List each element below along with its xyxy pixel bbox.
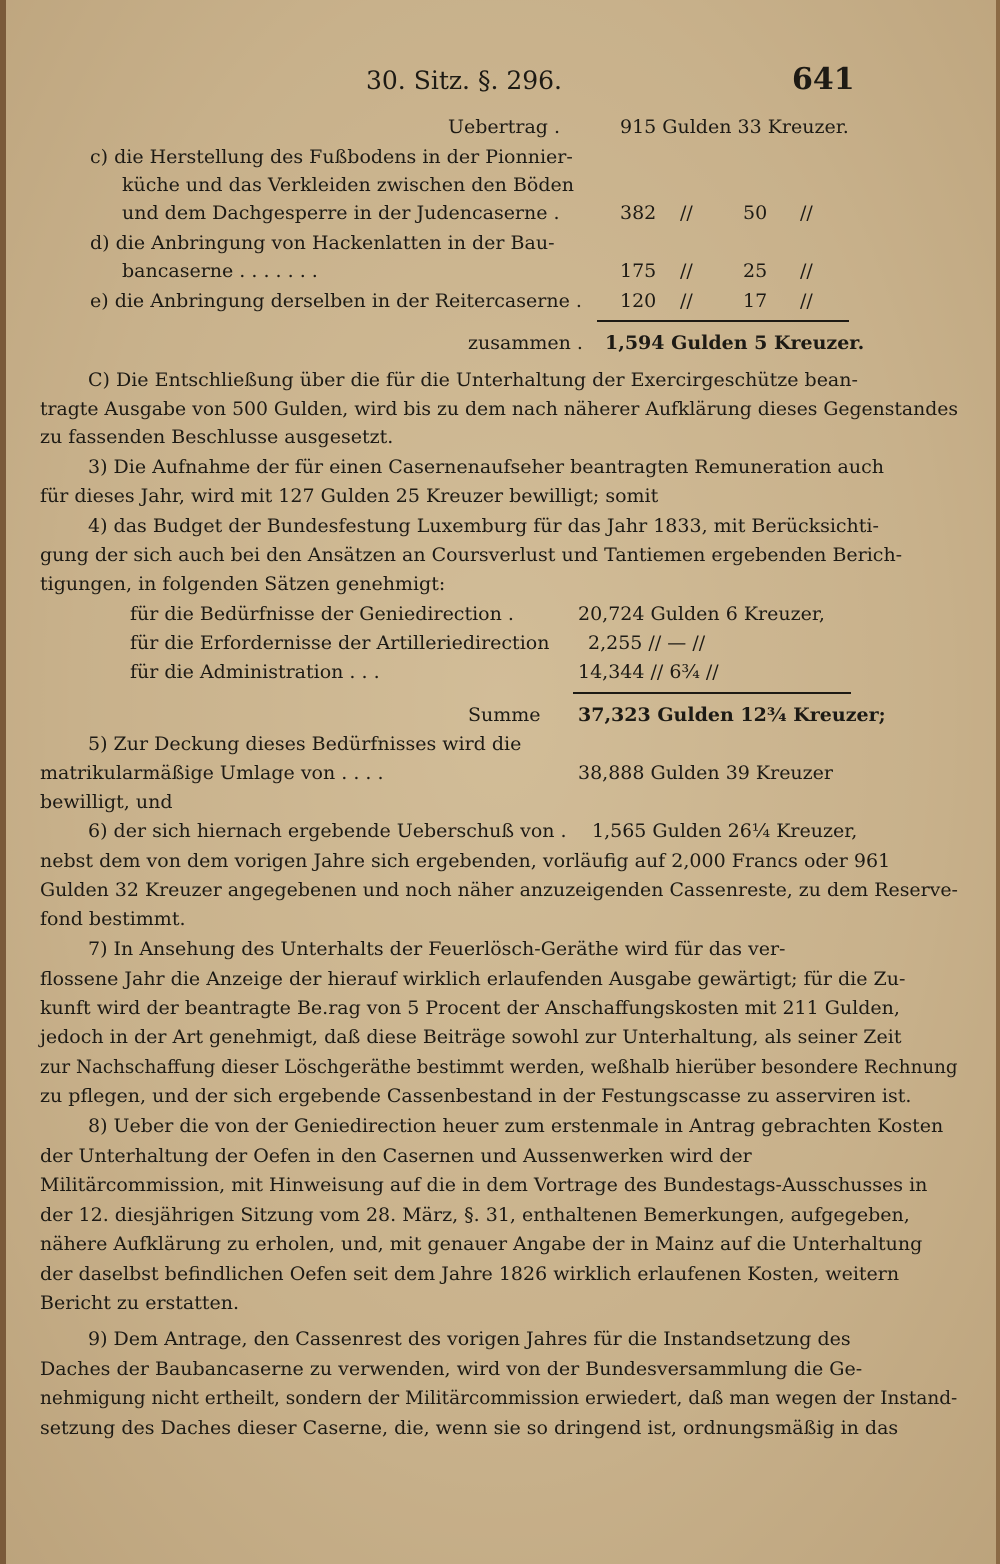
para-5-amount: 38,888 Gulden 39 Kreuzer — [578, 762, 834, 784]
para-6-amount: 1,565 Gulden 26¼ Kreuzer, — [592, 820, 858, 842]
budget-row-admin-label: für die Administration . . . — [130, 661, 380, 683]
para-6-line: nebst dem von dem vorigen Jahre sich ergebenden, vorläufig auf 2,000 Francs oder 961 — [40, 850, 891, 872]
para-7-line: zur Nachschaffung dieser Löschgeräthe bestimmt werden, weßhalb hierüber besondere Rechnung — [40, 1056, 958, 1078]
sum-rule — [597, 320, 849, 322]
para-9-line: 9) Dem Antrage, den Cassenrest des vorigen Jahres für die Instandsetzung des — [88, 1328, 851, 1350]
ditto-mark: // — [800, 260, 813, 282]
para-5-line: matrikularmäßige Umlage von . . . . — [40, 762, 384, 784]
budget-row-admin-amount: 14,344 // 6¾ // — [578, 661, 719, 683]
para-7-line: kunft wird der beantragte Be.rag von 5 Procent der Anschaffungskosten mit 211 Gulden, — [40, 997, 900, 1019]
para-8-line: der daselbst befindlichen Oefen seit dem Jahre 1826 wirklich erlaufenen Kosten, weitern — [40, 1263, 900, 1285]
budget-sum-rule — [573, 692, 851, 694]
para-C-line: tragte Ausgabe von 500 Gulden, wird bis zu dem nach näherer Aufklärung dieses Gegenstandes — [40, 398, 959, 420]
para-4-line: tigungen, in folgenden Sätzen genehmigt: — [40, 573, 446, 595]
budget-row-artillerie-label: für die Erfordernisse der Artilleriedirection — [130, 632, 550, 654]
para-8-line: der Unterhaltung der Oefen in den Casernen und Aussenwerken wird der — [40, 1145, 752, 1167]
para-5-line: bewilligt, und — [40, 791, 173, 813]
item-c-line2: küche und das Verkleiden zwischen den Böden — [122, 174, 574, 196]
item-e-line1: e) die Anbringung derselben in der Reitercaserne . — [90, 290, 582, 312]
ditto-mark: // — [800, 202, 813, 224]
para-7-line: 7) In Ansehung des Unterhalts der Feuerlösch-Geräthe wird für das ver- — [88, 938, 786, 960]
para-3-line: 3) Die Aufnahme der für einen Casernenaufseher beantragten Remuneration auch — [88, 456, 884, 478]
para-8-line: der 12. diesjährigen Sitzung vom 28. März, §. 31, enthaltenen Bemerkungen, aufgegeben, — [40, 1204, 910, 1226]
item-e-gulden: 120 — [620, 290, 657, 312]
para-6-line: 6) der sich hiernach ergebende Ueberschuß von . — [88, 820, 567, 842]
item-e-kreuzer: 17 — [743, 290, 768, 312]
item-c-gulden: 382 — [620, 202, 657, 224]
uebertrag-amount: 915 Gulden 33 Kreuzer. — [620, 116, 849, 138]
page-edge-left — [0, 0, 6, 1564]
para-8-line: nähere Aufklärung zu erholen, und, mit genauer Angabe der in Mainz auf die Unterhaltung — [40, 1233, 923, 1255]
para-9-line: Daches der Baubancaserne zu verwenden, wird von der Bundesversammlung die Ge- — [40, 1358, 863, 1380]
zusammen-label: zusammen . — [468, 332, 583, 354]
zusammen-amount: 1,594 Gulden 5 Kreuzer. — [605, 332, 865, 354]
budget-row-genie-amount: 20,724 Gulden 6 Kreuzer, — [578, 603, 825, 625]
item-d-line2: bancaserne . . . . . . . — [122, 260, 318, 282]
page-edge-right — [996, 0, 1000, 1564]
para-7-line: jedoch in der Art genehmigt, daß diese Beiträge sowohl zur Unterhaltung, als seiner Zeit — [40, 1026, 902, 1048]
para-4-line: gung der sich auch bei den Ansätzen an Coursverlust und Tantiemen ergebenden Berich- — [40, 544, 903, 566]
para-7-line: flossene Jahr die Anzeige der hierauf wirklich erlaufenden Ausgabe gewärtigt; für die Zu- — [40, 968, 906, 990]
item-d-kreuzer: 25 — [743, 260, 768, 282]
para-4-line: 4) das Budget der Bundesfestung Luxemburg für das Jahr 1833, mit Berücksichti- — [88, 515, 879, 537]
uebertrag-label: Uebertrag . — [448, 116, 561, 138]
item-d-line1: d) die Anbringung von Hackenlatten in der Bau- — [90, 232, 555, 254]
section-reference: 30. Sitz. §. 296. — [366, 66, 562, 95]
ditto-mark: // — [800, 290, 813, 312]
budget-sum-label: Summe — [468, 704, 541, 726]
para-C-line: zu fassenden Beschlusse ausgesetzt. — [40, 426, 394, 448]
ditto-mark: // — [680, 260, 693, 282]
item-c-line3: und dem Dachgesperre in der Judencaserne . — [122, 202, 560, 224]
para-8-line: 8) Ueber die von der Geniedirection heuer zum erstenmale in Antrag gebrachten Kosten — [88, 1115, 944, 1137]
item-c-kreuzer: 50 — [743, 202, 768, 224]
para-7-line: zu pflegen, und der sich ergebende Cassenbestand in der Festungscasse zu asserviren ist. — [40, 1085, 912, 1107]
para-5-line: 5) Zur Deckung dieses Bedürfnisses wird die — [88, 733, 522, 755]
para-8-line: Bericht zu erstatten. — [40, 1292, 240, 1314]
para-9-line: setzung des Daches dieser Caserne, die, wenn sie so dringend ist, ordnungsmäßig in das — [40, 1417, 899, 1439]
ditto-mark: // — [680, 202, 693, 224]
para-6-line: fond bestimmt. — [40, 908, 186, 930]
running-header — [0, 62, 1000, 98]
ditto-mark: // — [680, 290, 693, 312]
para-8-line: Militärcommission, mit Hinweisung auf die in dem Vortrage des Bundestags-Ausschusses in — [40, 1174, 928, 1196]
budget-row-artillerie-amount: 2,255 // — // — [588, 632, 706, 654]
page-number: 641 — [792, 62, 855, 97]
para-6-line: Gulden 32 Kreuzer angegebenen und noch näher anzuzeigenden Cassenreste, zu dem Reserve- — [40, 879, 958, 901]
item-d-gulden: 175 — [620, 260, 657, 282]
para-C-line: C) Die Entschließung über die für die Unterhaltung der Exercirgeschütze bean- — [88, 369, 858, 391]
budget-row-genie-label: für die Bedürfnisse der Geniedirection . — [130, 603, 514, 625]
para-9-line: nehmigung nicht ertheilt, sondern der Militärcommission erwiedert, daß man wegen der Instand- — [40, 1387, 958, 1409]
item-c-line1: c) die Herstellung des Fußbodens in der Pionnier- — [90, 146, 573, 168]
budget-sum-amount: 37,323 Gulden 12¾ Kreuzer; — [578, 704, 886, 726]
para-3-line: für dieses Jahr, wird mit 127 Gulden 25 Kreuzer bewilligt; somit — [40, 485, 659, 507]
